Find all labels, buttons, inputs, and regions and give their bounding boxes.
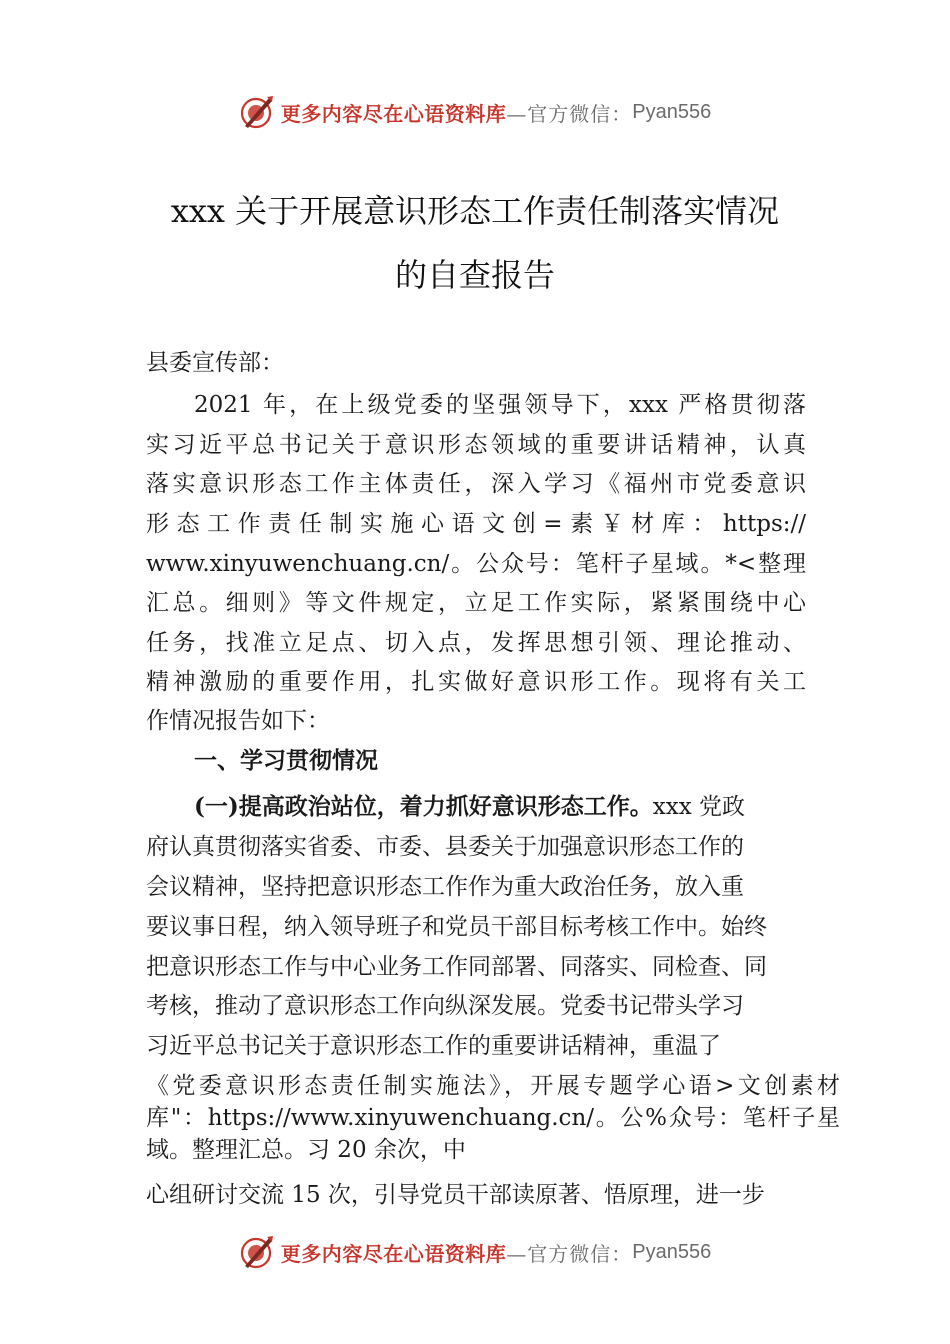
sub1-first-line xyxy=(194,792,745,822)
header-watermark-banner xyxy=(0,92,950,132)
para1-line-4: 形态工作责任制实施心语文创=素￥材库：https:// xyxy=(146,511,806,537)
para1-line-8: 精神激励的重要作用，扎实做好意识形工作。现将有关工 xyxy=(146,669,806,695)
sub1-first-rest: xxx 党政 xyxy=(652,794,745,820)
document-title-line-1: xxx 关于开展意识形态工作责任制落实情况 xyxy=(170,192,780,230)
banner-wechat-id: Pyan556 xyxy=(632,1240,712,1263)
footer-watermark-banner xyxy=(0,1232,950,1272)
sub1-line-3: 会议精神，坚持把意识形态工作作为重大政治任务，放入重 xyxy=(146,874,744,900)
banner-main-text: 更多内容尽在心语资料库 xyxy=(280,1241,507,1266)
quill-seal-logo-icon xyxy=(239,94,275,130)
banner-main-text: 更多内容尽在心语资料库 xyxy=(280,101,507,126)
para1-line-2: 实习近平总书记关于意识形态领域的重要讲话精神，认真 xyxy=(146,432,806,458)
sub1-line-10: 域。整理汇总。习 20 余次，中 xyxy=(146,1137,466,1163)
sub1-heading: (一)提高政治站位，着力抓好意识形态工作。 xyxy=(194,793,653,820)
sub1-line-8: 《党委意识形态责任制实施法》，开展专题学心语>文创素材 xyxy=(146,1073,840,1099)
banner-separator-text: —官方微信： xyxy=(506,101,633,126)
section-1-heading: 一、学习贯彻情况 xyxy=(194,747,378,774)
sub1-line-2: 府认真贯彻落实省委、市委、县委关于加强意识形态工作的 xyxy=(146,834,744,860)
para1-line-1: 2021 年，在上级党委的坚强领导下，xxx 严格贯彻落 xyxy=(194,392,806,418)
quill-seal-logo-icon xyxy=(239,1234,275,1270)
sub1-line-6: 考核，推动了意识形态工作向纵深发展。党委书记带头学习 xyxy=(146,993,744,1019)
document-title-line-2: 的自查报告 xyxy=(394,256,555,294)
banner-wechat-id: Pyan556 xyxy=(632,100,712,123)
para1-line-6: 汇总。细则》等文件规定，立足工作实际，紧紧围绕中心 xyxy=(146,590,806,616)
para1-line-9: 作情况报告如下： xyxy=(146,708,330,734)
para1-line-7: 任务，找准立足点、切入点，发挥思想引领、理论推动、 xyxy=(146,630,806,656)
banner-separator-text: —官方微信： xyxy=(506,1241,633,1266)
salutation: 县委宣传部： xyxy=(146,350,284,376)
para1-line-3: 落实意识形态工作主体责任，深入学习《福州市党委意识 xyxy=(146,471,806,497)
para1-line-5: www.xinyuwenchuang.cn/。公众号：笔杆子星域。*<整理 xyxy=(146,551,806,577)
sub1-line-11: 心组研讨交流 15 次，引导党员干部读原著、悟原理，进一步 xyxy=(146,1182,765,1208)
sub1-line-5: 把意识形态工作与中心业务工作同部署、同落实、同检查、同 xyxy=(146,954,767,980)
sub1-line-4: 要议事日程，纳入领导班子和党员干部目标考核工作中。始终 xyxy=(146,914,767,940)
sub1-line-7: 习近平总书记关于意识形态工作的重要讲话精神，重温了 xyxy=(146,1033,721,1059)
sub1-line-9: 库"：https://www.xinyuwenchuang.cn/。公%众号：笔杆子星 xyxy=(146,1105,840,1131)
